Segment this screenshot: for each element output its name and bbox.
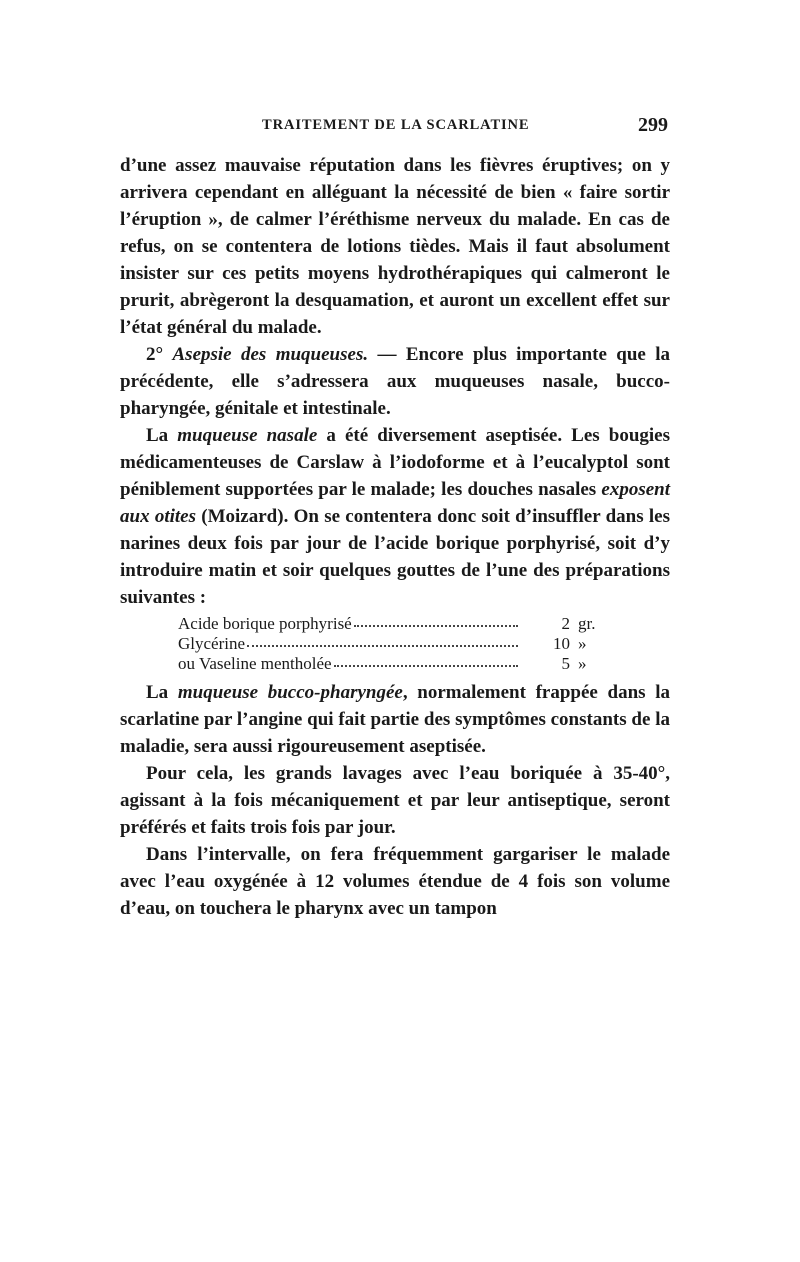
paragraph-lavages: Pour cela, les grands lavages avec l’eau boriquée à 35-40°, agissant à la fois mécaniquement et par leur antiseptique, seront préférés et faits trois fois par jour. — [120, 763, 670, 838]
recipe-ingredient: Glycérine — [178, 634, 246, 653]
recipe-quantity: 10 — [553, 634, 570, 653]
recipe-unit: gr. — [578, 614, 596, 633]
emphasis-exposent-aux-otites: exposent aux otites — [120, 479, 670, 527]
dot-leader — [334, 652, 518, 667]
page-number: 299 — [638, 114, 668, 136]
recipe-list — [178, 614, 608, 674]
text-run: (Moizard). On se contentera donc soit d’insuffler dans les narines deux fois par jour de l’acide borique porphyrisé, soit d’y introduire matin et soir quelques gouttes de l’une des préparations suivantes : — [120, 506, 670, 608]
recipe-row — [178, 614, 608, 634]
running-title: TRAITEMENT DE LA SCARLATINE — [262, 117, 530, 133]
text-run: La — [146, 682, 178, 703]
emphasis-muqueuse-bucco-pharyngee: muqueuse bucco-pharyngée — [177, 682, 403, 703]
text-run: a été diversement aseptisée. Les bougies médicamenteuses de Carslaw à l’iodoforme et à l’eucalyptol sont péniblement supportées par le malade; les douches nasales — [120, 425, 670, 500]
recipe-quantity: 5 — [561, 654, 570, 673]
recipe-ingredient: Acide borique porphyrisé — [178, 614, 352, 633]
recipe-unit: » — [578, 634, 587, 653]
recipe-quantity: 2 — [561, 614, 570, 633]
paragraph-muqueuse-bucco-pharyngee — [120, 679, 670, 760]
text-run: La — [146, 425, 178, 446]
page-header — [120, 114, 668, 139]
recipe-row — [178, 634, 608, 654]
dot-leader — [354, 612, 518, 627]
paragraph-muqueuse-nasale — [120, 422, 670, 611]
paragraph-continuation: d’une assez mauvaise réputation dans les fièvres éruptives; on y arrivera cependant en alléguant la nécessité de bien « faire sortir l’éruption », de calmer l’éréthisme nerveux du malade. En cas de refus, on se contentera de lotions tièdes. Mais il faut absolument insister sur ces petits moyens hydrothérapiques qui calmeront le prurit, abrègeront la desquamation, et auront un excellent effet sur l’état général du malade. — [120, 155, 670, 338]
section-text: — Encore plus importante que la précédente, elle s’adressera aux muqueuses nasale, bucco-pharyngée, génitale et intestinale. — [120, 344, 671, 419]
paragraph-asepsie-muqueuses — [120, 341, 670, 422]
section-number: 2° — [146, 344, 164, 365]
recipe-ingredient: ou Vaseline mentholée — [178, 654, 332, 673]
dot-leader — [247, 632, 518, 647]
section-heading: Asepsie des muqueuses. — [172, 344, 369, 365]
paragraph-intervalle: Dans l’intervalle, on fera fréquemment gargariser le malade avec l’eau oxygénée à 12 volumes étendue de 4 fois son volume d’eau, on touchera le pharynx avec un tampon — [120, 844, 670, 919]
recipe-row — [178, 654, 608, 674]
recipe-unit: » — [578, 654, 587, 673]
emphasis-muqueuse-nasale: muqueuse nasale — [177, 425, 318, 446]
page-body — [120, 152, 670, 922]
text-run: , normalement frappée dans la scarlatine par l’angine qui fait partie des symptômes constants de la maladie, sera aussi rigoureusement aseptisée. — [120, 682, 670, 757]
